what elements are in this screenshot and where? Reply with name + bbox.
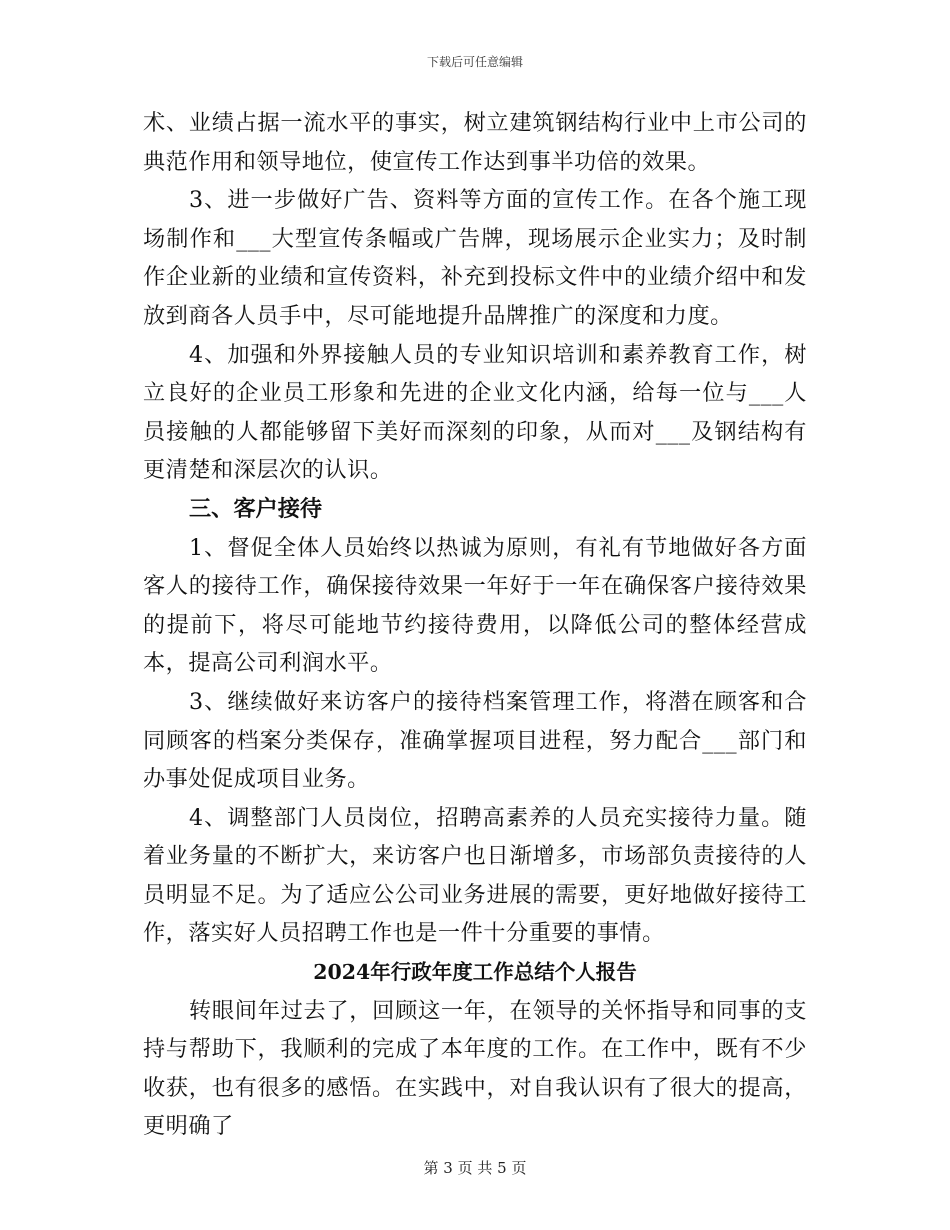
paragraph-reception-principle: 1、督促全体人员始终以热诚为原则，有礼有节地做好各方面客人的接待工作，确保接待效果一年好于一年在确保客户接待效果的提前下，将尽可能地节约接待费用，以降低公司的整体经营成本，提高公司利润水平。 xyxy=(143,534,807,677)
report-title: 2024年行政年度工作总结个人报告 xyxy=(313,960,637,985)
paragraph-reception-archive: 3、继续做好来访客户的接待档案管理工作，将潜在顾客和合同顾客的档案分类保存，准确掌握项目进程，努力配合___部门和办事处促成项目业务。 xyxy=(143,688,807,793)
page-number: 第 3 页 共 5 页 xyxy=(423,1159,527,1177)
paragraph-report-intro: 转眼间年过去了，回顾这一年，在领导的关怀指导和同事的支持与帮助下，我顺利的完成了本年度的工作。在工作中，既有不少收获，也有很多的感悟。在实践中，对自我认识有了很大的提高，更明确了 xyxy=(143,997,807,1140)
section-heading-reception: 三、客户接待 xyxy=(189,495,323,522)
paragraph-advertising: 3、进一步做好广告、资料等方面的宣传工作。在各个施工现场制作和___大型宣传条幅或广告牌，现场展示企业实力；及时制作企业新的业绩和宣传资料，补充到投标文件中的业绩介绍中和发放到商各人员手中，尽可能地提升品牌推广的深度和力度。 xyxy=(143,187,807,329)
paragraph-staff-training: 4、加强和外界接触人员的专业知识培训和素养教育工作，树立良好的企业员工形象和先进的企业文化内涵，给每一位与___人员接触的人都能够留下美好而深刻的印象，从而对___及钢结构有更清楚和深层次的认识。 xyxy=(143,341,807,484)
document-body xyxy=(143,104,807,1146)
paragraph-staff-recruitment: 4、调整部门人员岗位，招聘高素养的人员充实接待力量。随着业务量的不断扩大，来访客户也日渐增多，市场部负责接待的人员明显不足。为了适应公公司业务进展的需要，更好地做好接待工作，落实好人员招聘工作也是一件十分重要的事情。 xyxy=(143,804,807,947)
paragraph-publicity-continued: 术、业绩占据一流水平的事实，树立建筑钢结构行业中上市公司的典范作用和领导地位，使宣传工作达到事半功倍的效果。 xyxy=(143,110,807,175)
header-note: 下载后可任意编辑 xyxy=(426,55,523,69)
